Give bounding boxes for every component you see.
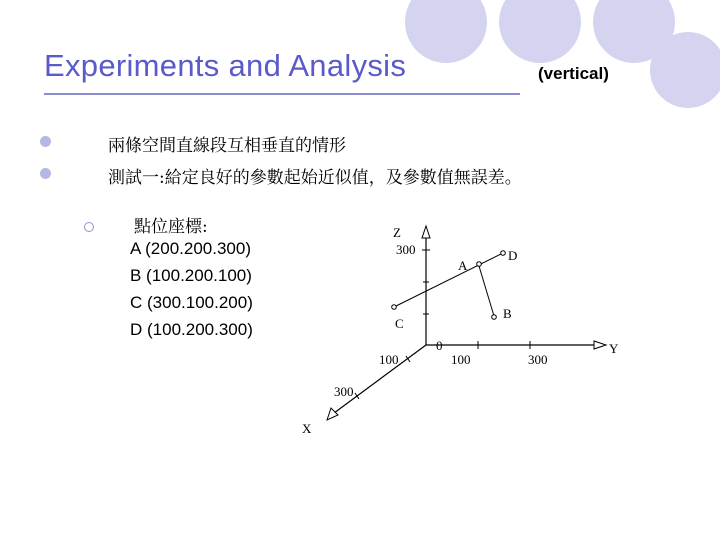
x-tick-label: 300 bbox=[334, 384, 354, 399]
y-tick-label: 300 bbox=[528, 352, 548, 367]
point-d-label: D bbox=[508, 248, 518, 263]
coord-item: B (100.200.100) bbox=[130, 266, 252, 285]
segment-ab bbox=[479, 266, 494, 316]
segment-cd bbox=[394, 253, 503, 307]
x-axis bbox=[330, 345, 426, 416]
slide-subtitle: (vertical) bbox=[538, 64, 609, 83]
x-tick bbox=[355, 393, 359, 399]
point-c-marker bbox=[392, 305, 397, 310]
z-tick-label: 300 bbox=[396, 242, 416, 257]
coords-heading: 點位座標: bbox=[134, 217, 208, 237]
z-arrow-icon bbox=[422, 226, 430, 238]
point-c-label: C bbox=[395, 316, 404, 331]
slide-title: Experiments and Analysis bbox=[44, 48, 407, 83]
point-b-label: B bbox=[503, 306, 512, 321]
coord-item: A (200.200.300) bbox=[130, 239, 251, 258]
bullet-text: 測試一:給定良好的參數起始近似值，及參數值無誤差。 bbox=[108, 168, 522, 188]
origin-label: 0 bbox=[436, 338, 443, 353]
coord-item: D (100.200.300) bbox=[130, 320, 253, 339]
y-tick-label: 100 bbox=[451, 352, 471, 367]
x-axis-label: X bbox=[302, 421, 312, 436]
x-tick-label: 100 bbox=[379, 352, 399, 367]
bullet-text: 兩條空間直線段互相垂直的情形 bbox=[108, 136, 346, 156]
z-axis-label: Z bbox=[393, 225, 401, 240]
point-b-marker bbox=[492, 315, 497, 320]
y-axis-label: Y bbox=[609, 341, 619, 356]
y-arrow-icon bbox=[594, 341, 606, 349]
x-arrow-icon bbox=[327, 408, 338, 420]
point-a-label: A bbox=[458, 258, 468, 273]
point-a-marker bbox=[477, 262, 482, 267]
coord-item: C (300.100.200) bbox=[130, 293, 253, 312]
point-d-marker bbox=[501, 251, 506, 256]
